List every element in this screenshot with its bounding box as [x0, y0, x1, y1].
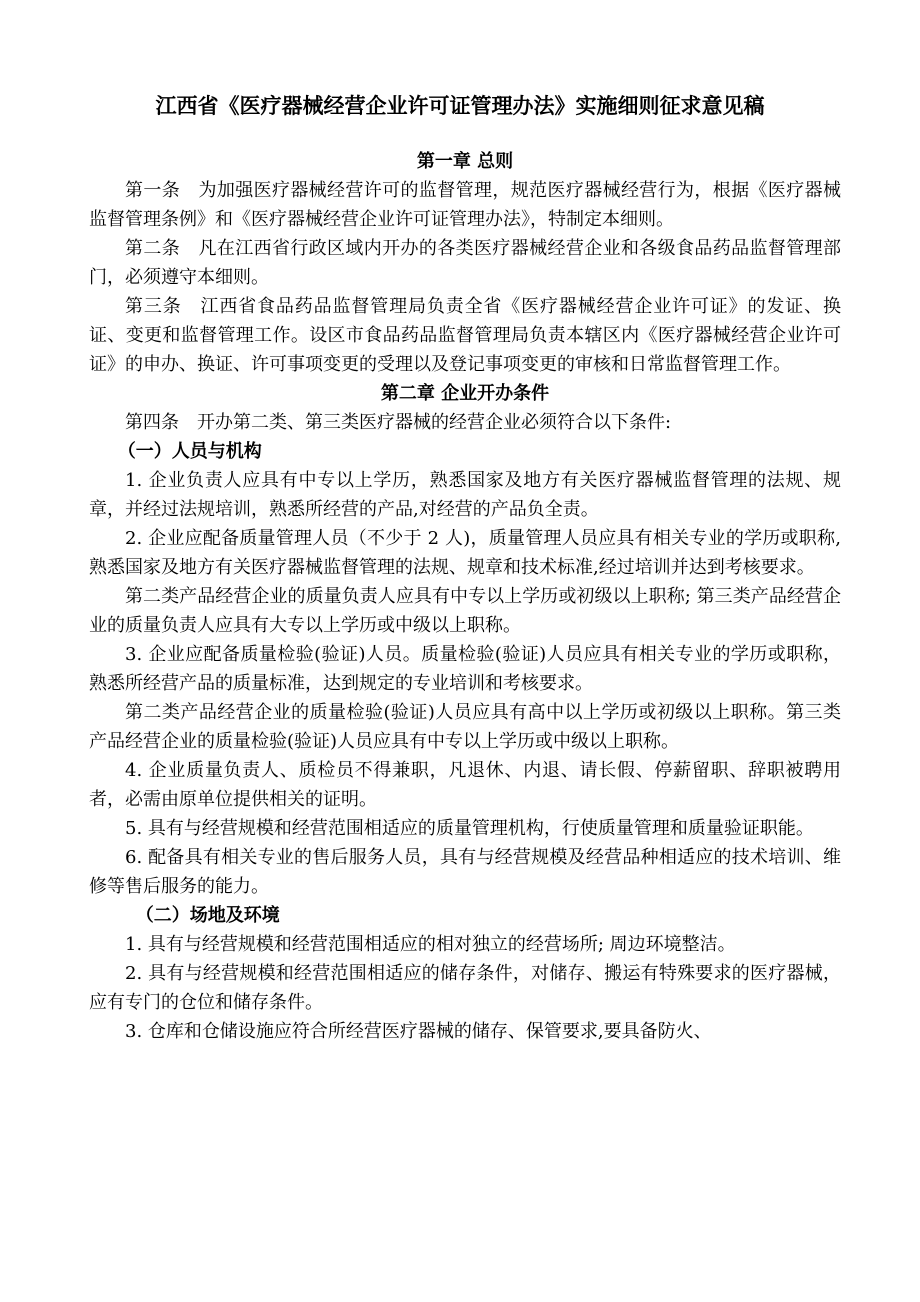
personnel-item-3-note: 第二类产品经营企业的质量检验(验证)人员应具有高中以上学历或初级以上职称。第三类产品经营企业的质量检验(验证)人员应具有中专以上学历或中级以上职称。: [89, 702, 841, 752]
personnel-item-2-note: 第二类产品经营企业的质量负责人应具有中专以上学历或初级以上职称; 第三类产品经营企业的质量负责人应具有大专以上学历或中级以上职称。: [89, 586, 841, 636]
article-2: 第二条 凡在江西省行政区域内开办的各类医疗器械经营企业和各级食品药品监督管理部门，必须遵守本细则。: [89, 238, 841, 288]
personnel-item-2: 2. 企业应配备质量管理人员（不少于 2 人)，质量管理人员应具有相关专业的学历或职称,熟悉国家及地方有关医疗器械监督管理的法规、规章和技术标准,经过培训并达到考核要求。: [89, 528, 841, 578]
article-3: 第三条 江西省食品药品监督管理局负责全省《医疗器械经营企业许可证》的发证、换证、变更和监督管理工作。设区市食品药品监督管理局负责本辖区内《医疗器械经营企业许可证》的申办、换证、许可事项变更的受理以及登记事项变更的审核和日常监督管理工作。: [89, 296, 841, 375]
chapter-1-heading: 第一章 总则: [416, 151, 514, 172]
premises-item-3: 3. 仓库和仓储设施应符合所经营医疗器械的储存、保管要求,要具备防火、: [125, 1021, 712, 1042]
document-title: 江西省《医疗器械经营企业许可证管理办法》实施细则征求意见稿: [155, 94, 765, 118]
section-premises-heading: （二）场地及环境: [135, 905, 280, 926]
premises-item-2: 2. 具有与经营规模和经营范围相适应的储存条件，对储存、搬运有特殊要求的医疗器械，应有专门的仓位和储存条件。: [89, 963, 841, 1013]
chapter-2-heading: 第二章 企业开办条件: [380, 383, 550, 404]
section-personnel-heading: （一）人员与机构: [117, 441, 262, 462]
personnel-item-6: 6. 配备具有相关专业的售后服务人员，具有与经营规模及经营品种相适应的技术培训、维修等售后服务的能力。: [89, 847, 841, 897]
personnel-item-1: 1. 企业负责人应具有中专以上学历，熟悉国家及地方有关医疗器械监督管理的法规、规章，并经过法规培训，熟悉所经营的产品,对经营的产品负全责。: [89, 470, 841, 520]
personnel-item-4: 4. 企业质量负责人、质检员不得兼职，凡退休、内退、请长假、停薪留职、辞职被聘用者，必需由原单位提供相关的证明。: [89, 760, 841, 810]
document-body: [89, 147, 841, 1046]
premises-item-1: 1. 具有与经营规模和经营范围相适应的相对独立的经营场所; 周边环境整洁。: [125, 934, 736, 955]
personnel-item-3: 3. 企业应配备质量检验(验证)人员。质量检验(验证)人员应具有相关专业的学历或职称，熟悉所经营产品的质量标准，达到规定的专业培训和考核要求。: [89, 644, 841, 694]
personnel-item-5: 5. 具有与经营规模和经营范围相适应的质量管理机构，行使质量管理和质量验证职能。: [125, 818, 814, 839]
article-1: 第一条 为加强医疗器械经营许可的监督管理，规范医疗器械经营行为，根据《医疗器械监督管理条例》和《医疗器械经营企业许可证管理办法》，特制定本细则。: [89, 180, 841, 230]
article-4: 第四条 开办第二类、第三类医疗器械的经营企业必须符合以下条件:: [125, 412, 672, 433]
